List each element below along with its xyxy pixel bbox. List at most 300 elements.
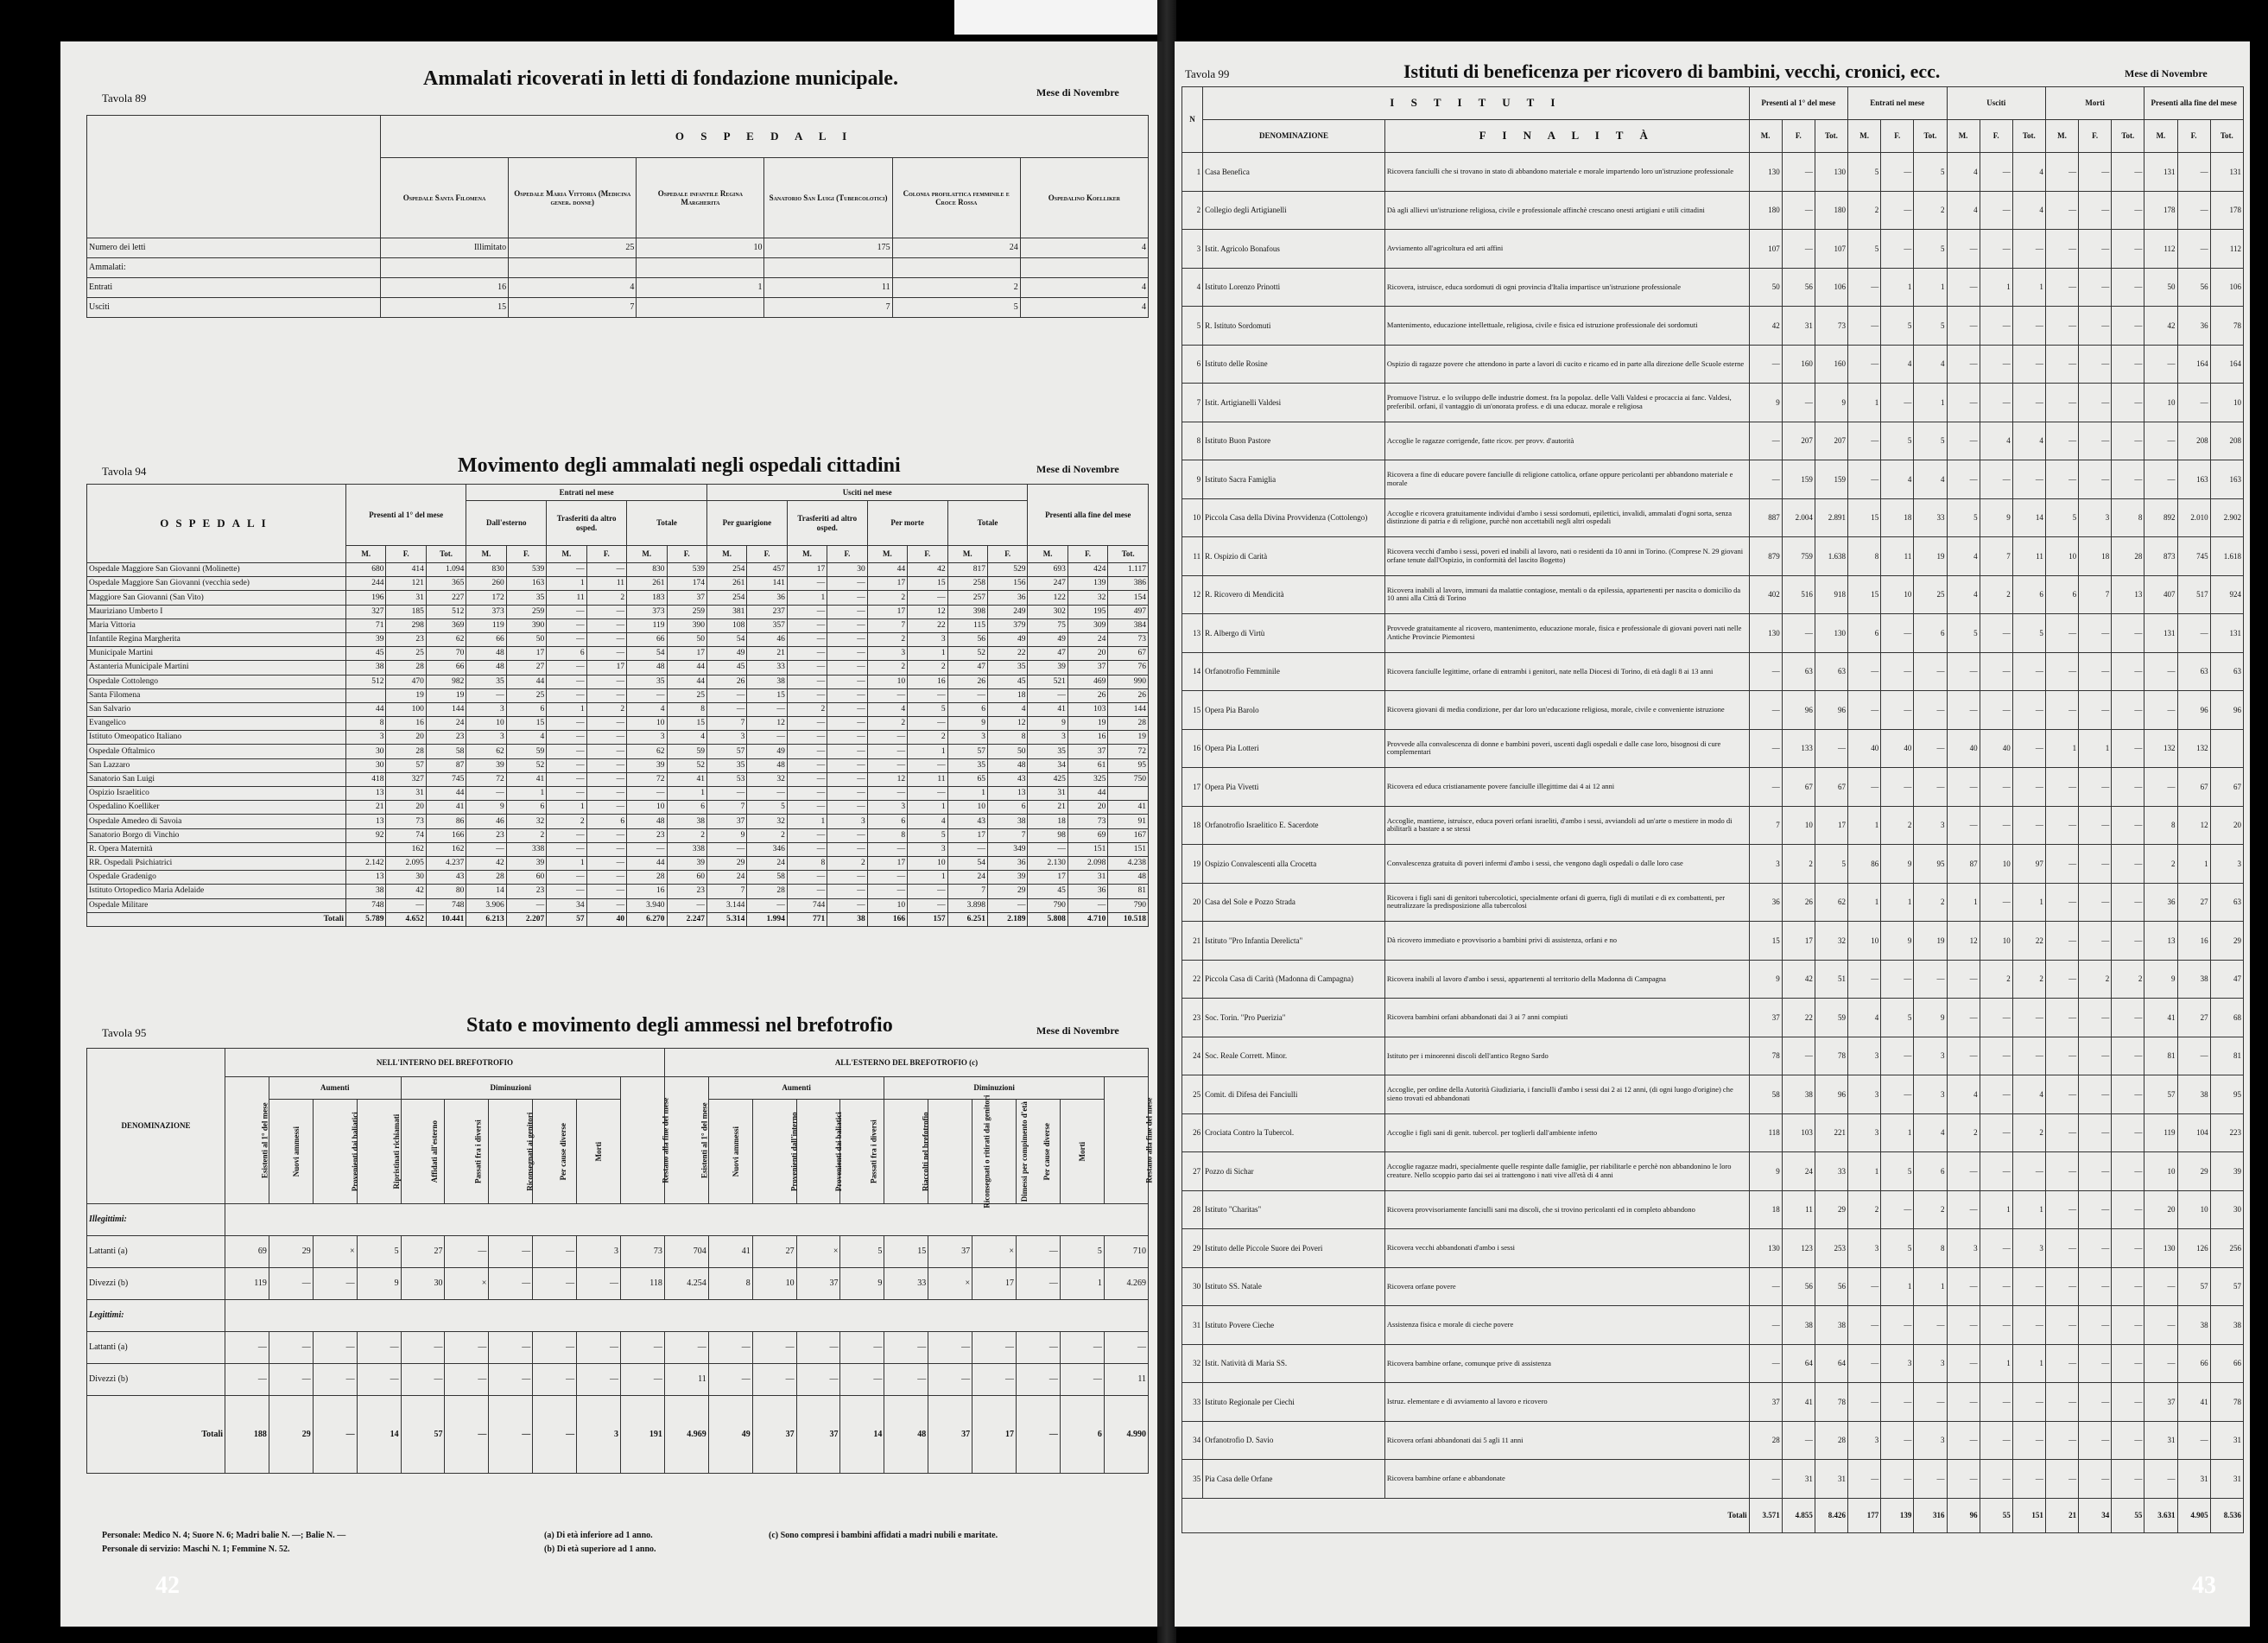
t99-cell: — bbox=[2112, 230, 2144, 269]
t94-cell: 23 bbox=[627, 828, 667, 842]
t95-col: Morti bbox=[1060, 1100, 1104, 1204]
t94-cell: 183 bbox=[627, 591, 667, 605]
t99-cell: 208 bbox=[2177, 422, 2210, 460]
t99-cell: 1.618 bbox=[2210, 537, 2243, 576]
t99-cell: 159 bbox=[1815, 460, 1847, 499]
t99-cell: — bbox=[2045, 1306, 2078, 1345]
t99-cell: 3 bbox=[1848, 1113, 1881, 1152]
t99-cell: 67 bbox=[1815, 768, 1847, 807]
t94-row bbox=[87, 871, 1149, 885]
t95-cell: 33 bbox=[884, 1268, 928, 1300]
t99-row-finalita: Promuove l'istruz. e lo sviluppo delle industrie domest. fra la popolaz. delle Valli Valdesi e procaccia ai fanc. Valdesi, preferibil. orfani, il vantaggio di un'onorata profess. e di una educaz. morale e religiosa bbox=[1384, 384, 1749, 422]
t94-cell: 748 bbox=[426, 898, 466, 912]
t99-row bbox=[1182, 768, 2244, 807]
t99-cell: — bbox=[1749, 345, 1782, 384]
t99-cell: 2 bbox=[1914, 883, 1947, 922]
t99-cell: — bbox=[1980, 345, 2012, 384]
t99-row-number: 17 bbox=[1182, 768, 1203, 807]
t99-cell: 517 bbox=[2177, 575, 2210, 614]
t99-cell: 56 bbox=[1782, 1267, 1815, 1306]
t94-cell: 162 bbox=[426, 842, 466, 856]
t94-cell: 57 bbox=[947, 745, 987, 758]
t99-cell: — bbox=[1848, 1383, 1881, 1422]
t99-cell: — bbox=[2144, 691, 2177, 730]
t99-total-cell: 4.905 bbox=[2177, 1498, 2210, 1532]
t94-cell: 19 bbox=[1067, 717, 1107, 731]
t94-cell: — bbox=[547, 871, 586, 885]
t95-cell: 4.254 bbox=[664, 1268, 708, 1300]
t95-total-cell: 17 bbox=[972, 1396, 1017, 1474]
t89-cell bbox=[637, 298, 764, 318]
t99-cell: 26 bbox=[1782, 883, 1815, 922]
t94-cell: 36 bbox=[988, 591, 1028, 605]
t94-cell: — bbox=[586, 717, 626, 731]
t99-cell: 29 bbox=[2177, 1152, 2210, 1191]
t94-cell: 7 bbox=[988, 828, 1028, 842]
t99-cell: — bbox=[2079, 768, 2112, 807]
t99-cell: 81 bbox=[2210, 1037, 2243, 1075]
t99-cell: 8 bbox=[2144, 806, 2177, 845]
t94-row-name: Ospedale Militare bbox=[87, 898, 346, 912]
t99-row-name: R. Istituto Sordomuti bbox=[1203, 307, 1385, 346]
t89-cell: 10 bbox=[637, 238, 764, 258]
t95-row-name: Divezzi (b) bbox=[87, 1268, 225, 1300]
t99-cell: 2 bbox=[2144, 845, 2177, 884]
t95-cell: 9 bbox=[357, 1268, 401, 1300]
t99-cell: 12 bbox=[2177, 806, 2210, 845]
t94-cell: 17 bbox=[1028, 871, 1067, 885]
t99-row-finalita: Dà agli allievi un'istruzione religiosa, civile e professionale affinchè crescano onesti artigiani e utili cittadini bbox=[1384, 191, 1749, 230]
t99-cell: — bbox=[2079, 384, 2112, 422]
t94-total-cell: 57 bbox=[547, 912, 586, 926]
t94-cell: — bbox=[586, 828, 626, 842]
t94-cell: 57 bbox=[386, 758, 426, 772]
t99-cell: — bbox=[2045, 307, 2078, 346]
t99-cell: 10 bbox=[2177, 1190, 2210, 1229]
t99-cell: 17 bbox=[1815, 806, 1847, 845]
t94-row bbox=[87, 801, 1149, 815]
t94-cell: 42 bbox=[466, 856, 506, 870]
t99-cell: — bbox=[2112, 1267, 2144, 1306]
t94-cell: 24 bbox=[706, 871, 746, 885]
t94-cell bbox=[1108, 787, 1149, 801]
t94-cell: 512 bbox=[426, 605, 466, 619]
t99-cell: 68 bbox=[2210, 999, 2243, 1037]
scan-edge bbox=[954, 0, 1170, 35]
t99-row-number: 24 bbox=[1182, 1037, 1203, 1075]
t94-cell: 4 bbox=[867, 702, 907, 716]
t99-row bbox=[1182, 1306, 2244, 1345]
t95-total-cell: — bbox=[1017, 1396, 1061, 1474]
t94-cell: — bbox=[1028, 688, 1067, 702]
t95-group-legittimi: Legittimi: bbox=[87, 1300, 225, 1332]
t99-row-number: 20 bbox=[1182, 883, 1203, 922]
t99-cell: 4 bbox=[1881, 460, 1914, 499]
t99-cell: — bbox=[1947, 230, 1980, 269]
t99-sub-col: M. bbox=[1749, 120, 1782, 153]
t94-cell: 15 bbox=[506, 717, 546, 731]
t94-cell: 32 bbox=[1067, 591, 1107, 605]
t95-col-restano-int: Restano alla fine del mese bbox=[621, 1077, 665, 1204]
t99-cell: 207 bbox=[1782, 422, 1815, 460]
t94-cell: 2 bbox=[867, 632, 907, 646]
t99-cell: 10 bbox=[1881, 575, 1914, 614]
t94-cell: — bbox=[586, 842, 626, 856]
t94-cell: 48 bbox=[988, 758, 1028, 772]
t99-cell: 4 bbox=[1980, 422, 2012, 460]
t95-total-cell: 14 bbox=[357, 1396, 401, 1474]
t94-cell: 7 bbox=[947, 885, 987, 898]
t99-total-cell: 34 bbox=[2079, 1498, 2112, 1532]
t99-cell: — bbox=[2144, 345, 2177, 384]
t99-col-entrati: Entrati nel mese bbox=[1848, 87, 1947, 120]
t89-cell bbox=[764, 258, 892, 278]
t99-cell: 31 bbox=[2144, 1421, 2177, 1460]
t94-cell: 17 bbox=[867, 856, 907, 870]
t99-cell: — bbox=[1881, 384, 1914, 422]
t94-cell: 53 bbox=[706, 772, 746, 786]
t94-cell: 41 bbox=[667, 772, 706, 786]
t99-row-finalita: Ricovera orfani abbandonati dai 5 agli 11 anni bbox=[1384, 1421, 1749, 1460]
t99-cell: 56 bbox=[2177, 268, 2210, 307]
t94-table bbox=[86, 484, 1149, 927]
t99-cell: 2 bbox=[1848, 191, 1881, 230]
t99-cell: — bbox=[2177, 614, 2210, 653]
t94-cell: 249 bbox=[988, 605, 1028, 619]
t99-sub-col: M. bbox=[2045, 120, 2078, 153]
t99-cell: — bbox=[2177, 384, 2210, 422]
t99-cell: 107 bbox=[1749, 230, 1782, 269]
t94-cell: 39 bbox=[667, 856, 706, 870]
t94-cell: — bbox=[586, 856, 626, 870]
t99-row-finalita: Ricovera bambine orfane, comunque prive di assistenza bbox=[1384, 1344, 1749, 1383]
t99-cell: 918 bbox=[1815, 575, 1847, 614]
t94-cell: 18 bbox=[1028, 815, 1067, 828]
t99-row-name: Orfanotrofio D. Savio bbox=[1203, 1421, 1385, 1460]
t94-cell: 10 bbox=[627, 801, 667, 815]
t94-cell: 26 bbox=[947, 675, 987, 688]
t99-cell: — bbox=[1947, 1383, 1980, 1422]
t94-cell: — bbox=[827, 688, 867, 702]
t95-cell: — bbox=[884, 1364, 928, 1396]
t99-cell: 1 bbox=[1914, 268, 1947, 307]
t95-foot-mid2: (b) Di età superiore ad 1 anno. bbox=[544, 1545, 656, 1554]
t94-cell: 17 bbox=[586, 661, 626, 675]
t94-col-totale-entrati: Totale bbox=[627, 501, 707, 546]
t99-cell: 3 bbox=[1848, 1075, 1881, 1114]
t94-cell: 680 bbox=[346, 563, 386, 577]
t99-cell: — bbox=[2079, 1113, 2112, 1152]
t94-cell: — bbox=[466, 842, 506, 856]
t94-cell: 34 bbox=[547, 898, 586, 912]
t99-cell: — bbox=[2012, 345, 2045, 384]
t99-row bbox=[1182, 345, 2244, 384]
t99-row-name: Istituto delle Rosine bbox=[1203, 345, 1385, 384]
t94-sub-col: F. bbox=[988, 546, 1028, 563]
t99-row-name: Casa del Sole e Pozzo Strada bbox=[1203, 883, 1385, 922]
t99-cell: 9 bbox=[1914, 999, 1947, 1037]
t99-cell: — bbox=[2144, 422, 2177, 460]
t94-cell: — bbox=[787, 801, 827, 815]
t99-cell: 118 bbox=[1749, 1113, 1782, 1152]
t95-cell: — bbox=[445, 1364, 489, 1396]
t94-cell: 45 bbox=[988, 675, 1028, 688]
t99-cell: 3 bbox=[1881, 1344, 1914, 1383]
t94-cell: 60 bbox=[667, 871, 706, 885]
t99-cell: — bbox=[2112, 652, 2144, 691]
t99-total-cell: 21 bbox=[2045, 1498, 2078, 1532]
t94-cell: — bbox=[586, 731, 626, 745]
t94-row bbox=[87, 563, 1149, 577]
t94-sub-col: M. bbox=[346, 546, 386, 563]
t99-cell: — bbox=[1782, 153, 1815, 192]
t94-cell: — bbox=[547, 675, 586, 688]
t99-cell: 2.010 bbox=[2177, 498, 2210, 537]
t94-cell: 1 bbox=[547, 856, 586, 870]
t99-cell: — bbox=[2177, 153, 2210, 192]
t94-cell: — bbox=[706, 842, 746, 856]
t99-row-finalita: Avviamento all'agricoltura ed arti affini bbox=[1384, 230, 1749, 269]
t99-cell: 5 bbox=[1881, 1229, 1914, 1268]
t95-cell: — bbox=[401, 1364, 445, 1396]
t99-cell: — bbox=[1782, 191, 1815, 230]
t99-row-finalita: Accoglie ragazze madri, specialmente quelle respinte dalle famiglie, per riabilitarle e perchè non abbandonino le loro creature. Nello scoppio parto dai sei ai trattengono i nati vive all'età di 4 anni bbox=[1384, 1152, 1749, 1191]
t95-cell: 73 bbox=[621, 1236, 665, 1268]
t99-cell: — bbox=[1947, 1460, 1980, 1499]
t99-row-number: 31 bbox=[1182, 1306, 1203, 1345]
t99-cell: — bbox=[1980, 1460, 2012, 1499]
t99-cell: 8 bbox=[1848, 537, 1881, 576]
t94-cell: — bbox=[547, 828, 586, 842]
t99-cell: — bbox=[2012, 1383, 2045, 1422]
t94-cell: — bbox=[547, 632, 586, 646]
t94-cell: 156 bbox=[988, 577, 1028, 591]
t95-cell: × bbox=[928, 1268, 972, 1300]
t94-cell: 92 bbox=[346, 828, 386, 842]
t99-cell: 1.638 bbox=[1815, 537, 1847, 576]
t94-cell: — bbox=[547, 731, 586, 745]
t95-col: Passati fra i diversi bbox=[840, 1100, 884, 1204]
t94-cell: 1 bbox=[787, 591, 827, 605]
t99-cell: — bbox=[2144, 1267, 2177, 1306]
t99-cell: — bbox=[1980, 1037, 2012, 1075]
t99-cell: 73 bbox=[1815, 307, 1847, 346]
t99-cell: 37 bbox=[1749, 999, 1782, 1037]
t99-cell: — bbox=[1914, 691, 1947, 730]
t99-cell: 58 bbox=[1749, 1075, 1782, 1114]
t99-cell: — bbox=[2045, 153, 2078, 192]
t94-cell: 42 bbox=[386, 885, 426, 898]
t94-row-name: Istituto Omeopatico Italiano bbox=[87, 731, 346, 745]
t99-cell: — bbox=[1848, 1344, 1881, 1383]
t94-col-dall-esterno: Dall'esterno bbox=[466, 501, 547, 546]
t99-cell: — bbox=[2112, 268, 2144, 307]
t94-cell: 8 bbox=[787, 856, 827, 870]
t94-cell: 750 bbox=[1108, 772, 1149, 786]
t94-cell: 38 bbox=[747, 675, 787, 688]
t99-cell: — bbox=[1749, 691, 1782, 730]
t99-cell: 3 bbox=[1914, 1037, 1947, 1075]
t99-cell: — bbox=[1947, 999, 1980, 1037]
t99-cell: — bbox=[1947, 1037, 1980, 1075]
t94-cell bbox=[346, 688, 386, 702]
t94-total-cell: 5.808 bbox=[1028, 912, 1067, 926]
t94-cell: 982 bbox=[426, 675, 466, 688]
t94-row-name: Santa Filomena bbox=[87, 688, 346, 702]
t94-cell: 257 bbox=[947, 591, 987, 605]
t94-cell: 4 bbox=[667, 731, 706, 745]
t94-cell: 7 bbox=[867, 619, 907, 632]
t94-cell: 41 bbox=[1108, 801, 1149, 815]
t99-cell: 3 bbox=[1749, 845, 1782, 884]
t94-cell: 43 bbox=[426, 871, 466, 885]
t94-cell: 28 bbox=[747, 885, 787, 898]
t99-cell: — bbox=[2045, 1344, 2078, 1383]
t94-cell: 46 bbox=[466, 815, 506, 828]
t94-cell: 512 bbox=[346, 675, 386, 688]
t99-cell: 5 bbox=[1848, 230, 1881, 269]
t95-cell: — bbox=[489, 1268, 533, 1300]
t99-cell: — bbox=[2112, 1383, 2144, 1422]
t94-cell: 16 bbox=[386, 717, 426, 731]
t94-cell: 28 bbox=[466, 871, 506, 885]
t99-cell: 9 bbox=[2144, 960, 2177, 999]
t99-cell: 41 bbox=[2177, 1383, 2210, 1422]
t99-row-finalita: Accoglie i figli sani di genit. tubercol. per toglierli dall'ambiente infetto bbox=[1384, 1113, 1749, 1152]
t99-cell: — bbox=[1881, 153, 1914, 192]
t99-row-name: Istit. Artigianelli Valdesi bbox=[1203, 384, 1385, 422]
t99-cell: — bbox=[2112, 345, 2144, 384]
t89-cell: 7 bbox=[509, 298, 637, 318]
t94-cell: — bbox=[547, 563, 586, 577]
t99-cell: — bbox=[1782, 614, 1815, 653]
t99-cell: 19 bbox=[1914, 922, 1947, 961]
t99-row-name: Piccola Casa della Divina Provvidenza (Cottolengo) bbox=[1203, 498, 1385, 537]
t94-cell: — bbox=[547, 661, 586, 675]
t99-cell: — bbox=[2112, 1152, 2144, 1191]
t99-cell: 2.902 bbox=[2210, 498, 2243, 537]
t99-cell: 31 bbox=[1815, 1460, 1847, 1499]
t99-cell: 2 bbox=[1947, 1113, 1980, 1152]
t94-cell: 4 bbox=[988, 702, 1028, 716]
t99-cell: 29 bbox=[2210, 922, 2243, 961]
t99-cell: 10 bbox=[2144, 1152, 2177, 1191]
t94-cell: 43 bbox=[947, 815, 987, 828]
t94-row bbox=[87, 815, 1149, 828]
t94-sub-col: F. bbox=[827, 546, 867, 563]
t94-cell: 13 bbox=[346, 871, 386, 885]
t99-cell: — bbox=[1749, 652, 1782, 691]
t99-cell: 14 bbox=[2012, 498, 2045, 537]
t99-cell: 11 bbox=[1782, 1190, 1815, 1229]
t94-cell: — bbox=[787, 885, 827, 898]
t95-cell: — bbox=[313, 1268, 357, 1300]
t99-total-cell: 151 bbox=[2012, 1498, 2045, 1532]
t99-cell: 131 bbox=[2144, 153, 2177, 192]
t99-cell: 40 bbox=[1881, 729, 1914, 768]
t94-cell: 15 bbox=[747, 688, 787, 702]
t99-row-name: Ospizio Convalescenti alla Crocetta bbox=[1203, 845, 1385, 884]
t95-cell: 10 bbox=[752, 1268, 796, 1300]
t94-cell: 10 bbox=[627, 717, 667, 731]
t99-cell: 4 bbox=[1947, 537, 1980, 576]
t99-cell: 5 bbox=[1947, 498, 1980, 537]
t95-cell: 27 bbox=[401, 1236, 445, 1268]
t94-cell: 166 bbox=[426, 828, 466, 842]
t94-cell: 5 bbox=[908, 702, 947, 716]
t94-cell: 36 bbox=[747, 591, 787, 605]
t94-cell: 9 bbox=[1028, 717, 1067, 731]
t99-row bbox=[1182, 1267, 2244, 1306]
t94-cell: — bbox=[827, 898, 867, 912]
t89-label: Tavola 89 bbox=[102, 92, 147, 105]
t94-cell: 39 bbox=[627, 758, 667, 772]
t94-cell: 10 bbox=[867, 675, 907, 688]
t95-col: Riconsegnati ai genitori bbox=[489, 1100, 533, 1204]
t94-cell: 17 bbox=[667, 647, 706, 661]
t94-cell: 539 bbox=[667, 563, 706, 577]
t99-row-name: Istituto "Pro Infantia Derelicta" bbox=[1203, 922, 1385, 961]
t94-cell: 2.098 bbox=[1067, 856, 1107, 870]
t94-cell: 12 bbox=[988, 717, 1028, 731]
t94-cell: 34 bbox=[1028, 758, 1067, 772]
t99-row-name: Pozzo di Sichar bbox=[1203, 1152, 1385, 1191]
t99-row-finalita: Ricovera orfane povere bbox=[1384, 1267, 1749, 1306]
t94-cell: 6 bbox=[867, 815, 907, 828]
t94-row bbox=[87, 647, 1149, 661]
t99-cell: — bbox=[2112, 1037, 2144, 1075]
t95-cell: 11 bbox=[664, 1364, 708, 1396]
t94-cell: — bbox=[586, 605, 626, 619]
t94-cell: — bbox=[586, 619, 626, 632]
t99-cell: 57 bbox=[2210, 1267, 2243, 1306]
t94-cell: 15 bbox=[667, 717, 706, 731]
t94-cell: 23 bbox=[466, 828, 506, 842]
t99-cell: 3 bbox=[1848, 1421, 1881, 1460]
t89-cell bbox=[892, 258, 1020, 278]
t95-cell: — bbox=[489, 1236, 533, 1268]
t94-cell: — bbox=[586, 758, 626, 772]
t94-cell: — bbox=[627, 688, 667, 702]
t99-cell: 63 bbox=[1782, 652, 1815, 691]
t89-cell bbox=[1020, 258, 1148, 278]
t95-cell: — bbox=[972, 1364, 1017, 1396]
t99-row bbox=[1182, 1190, 2244, 1229]
t94-cell: — bbox=[908, 758, 947, 772]
t99-cell: 33 bbox=[1815, 1152, 1847, 1191]
t94-cell: 2 bbox=[867, 717, 907, 731]
t94-cell: 1 bbox=[667, 787, 706, 801]
t99-cell: 18 bbox=[2079, 537, 2112, 576]
t95-cell: — bbox=[445, 1332, 489, 1364]
t99-totals-label: Totali bbox=[1182, 1498, 1750, 1532]
t94-cell: 539 bbox=[506, 563, 546, 577]
t94-cell: 20 bbox=[1067, 801, 1107, 815]
t94-cell: — bbox=[586, 647, 626, 661]
t95-cell: — bbox=[708, 1332, 752, 1364]
t99-cell: — bbox=[1947, 806, 1980, 845]
t95-cell: 4.269 bbox=[1104, 1268, 1148, 1300]
t99-cell: — bbox=[2045, 1190, 2078, 1229]
t94-cell: 390 bbox=[667, 619, 706, 632]
t94-cell: 381 bbox=[706, 605, 746, 619]
t95-cell: — bbox=[621, 1332, 665, 1364]
t94-cell: 144 bbox=[426, 702, 466, 716]
t99-cell: — bbox=[1980, 999, 2012, 1037]
t95-label: Tavola 95 bbox=[102, 1026, 147, 1039]
t99-cell: — bbox=[1980, 614, 2012, 653]
t99-cell: 2 bbox=[2079, 960, 2112, 999]
